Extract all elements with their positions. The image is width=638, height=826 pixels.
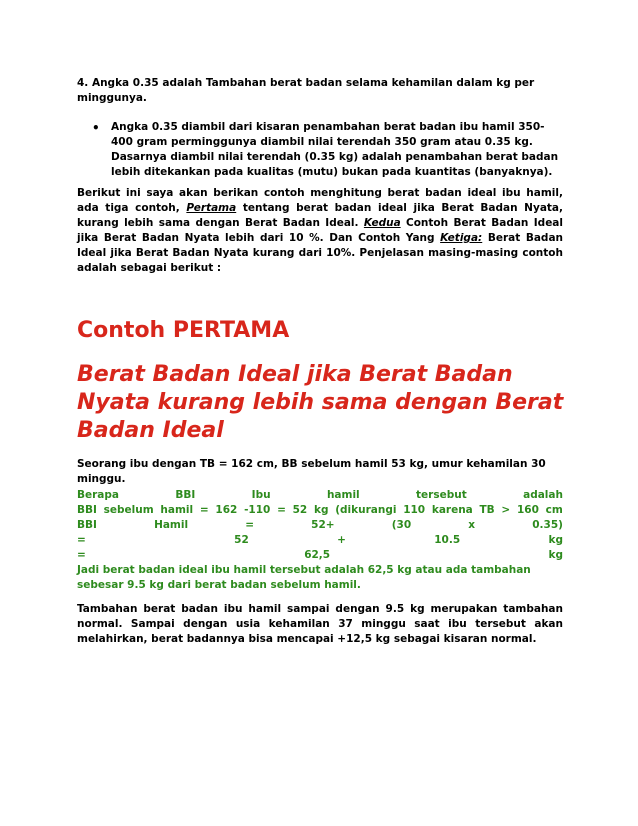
ketiga-label: Ketiga:: [440, 232, 483, 244]
intro-paragraph: [77, 76, 563, 106]
intro-line-1: 4. Angka 0.35 adalah Tambahan berat badan selama kehamilan dalam kg per: [77, 77, 535, 89]
intro-examples-paragraph: [77, 186, 563, 276]
pertama-label: Pertama: [186, 202, 237, 214]
calc-conclusion: Jadi berat badan ideal ibu hamil tersebut adalah 62,5 kg atau ada tambahan sebesar 9.5 kg dari berat badan sebelum hamil.: [77, 564, 531, 591]
calc-row-2: BBI sebelum hamil = 162 -110 = 52 kg (dikurangi 110 karena TB > 160 cm: [77, 504, 563, 516]
para2-part1: Berikut ini saya akan berikan contoh menghitung berat badan ideal ibu hamil, ada tiga contoh,: [77, 187, 563, 214]
final-paragraph: Tambahan berat badan ibu hamil sampai dengan 9.5 kg merupakan tambahan normal. Sampai dengan usia kehamilan 37 minggu saat ibu tersebut akan melahirkan, berat badannya bisa mencapai +12,5 kg sebagai kisaran normal.: [77, 603, 563, 645]
calc-row-4: = 52 + 10.5 kg: [77, 534, 563, 546]
para2-part3: Contoh Berat Badan Ideal jika Berat Badan Nyata lebih dari 10 %. Dan Contoh Yang: [77, 217, 563, 244]
kedua-label: Kedua: [363, 217, 401, 229]
para2-part2: tentang berat badan ideal jika Berat Badan Nyata, kurang lebih sama dengan Berat Badan Ideal.: [77, 202, 563, 229]
bullet-text: Angka 0.35 diambil dari kisaran penambahan berat badan ibu hamil 350-400 gram perminggunya diambil nilai terendah 350 gram atau 0.35 kg. Dasarnya diambil nilai terendah (0.35 kg) adalah penambahan berat badan lebih ditekankan pada kualitas (mutu) bukan pada kuantitas (banyaknya).: [111, 121, 559, 178]
calc-row-3: BBI Hamil = 52+ (30 x 0.35): [77, 519, 563, 531]
intro-line-2: minggunya.: [77, 92, 147, 104]
calc-row-1: Berapa BBI Ibu hamil tersebut adalah: [77, 489, 563, 501]
para2-part4: Berat Badan Ideal jika Berat Badan Nyata kurang dari 10%. Penjelasan masing-masing contoh adalah sebagai berikut :: [77, 232, 563, 274]
calc-row-5: = 62,5 kg: [77, 549, 563, 561]
bullet-icon: •: [92, 121, 100, 135]
example-statement: Seorang ibu dengan TB = 162 cm, BB sebelum hamil 53 kg, umur kehamilan 30 minggu.: [77, 458, 546, 485]
heading-contoh-pertama: Contoh PERTAMA: [77, 318, 290, 343]
heading-example-title: Berat Badan Ideal jika Berat Badan Nyata kurang lebih sama dengan Berat Badan Ideal: [77, 362, 564, 443]
